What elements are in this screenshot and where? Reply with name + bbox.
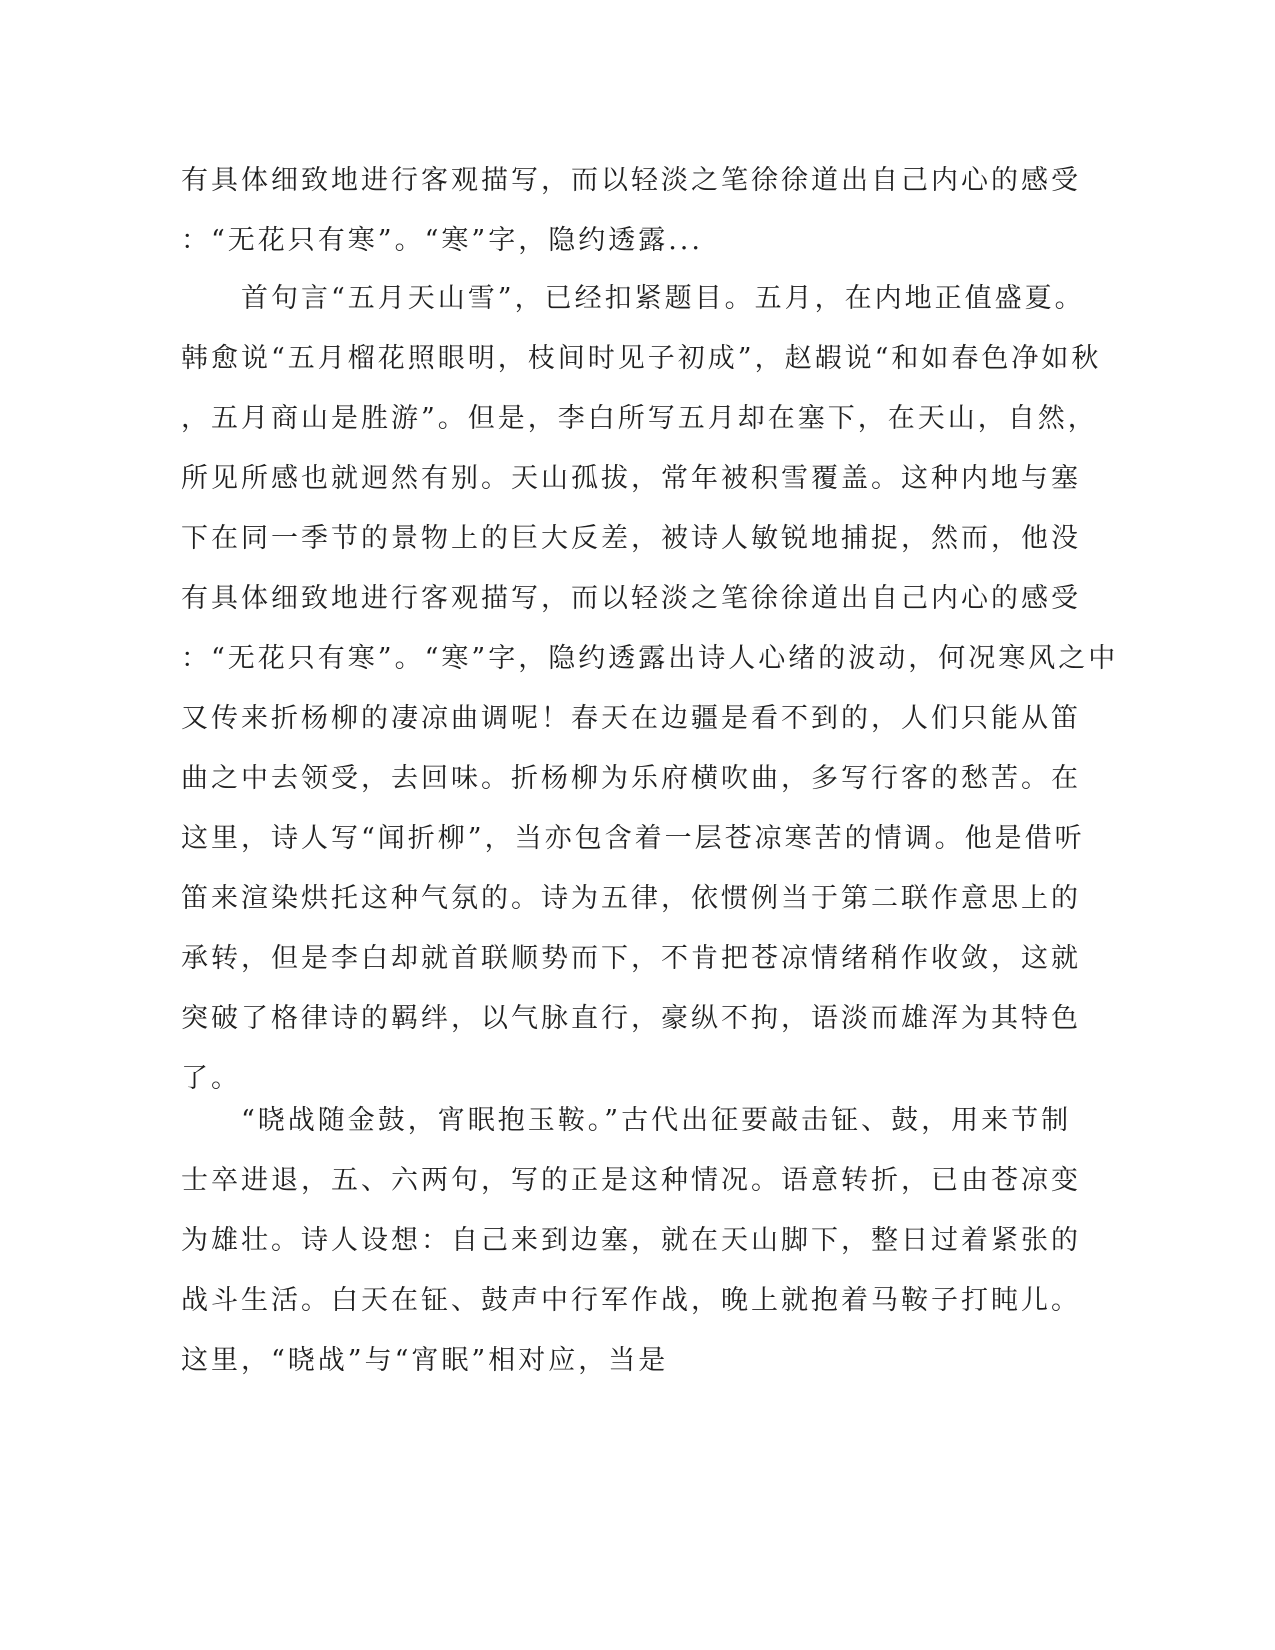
text-line: ，五月商山是胜游”。但是，李白所写五月却在塞下，在天山，自然，: [181, 403, 1098, 434]
text-line: 下在同一季节的景物上的巨大反差，被诗人敏锐地捕捉，然而，他没: [181, 523, 1081, 554]
text-line: ：“无花只有寒”。“寒”字，隐约透露...: [181, 225, 703, 256]
text-line: “晓战随金鼓，宵眠抱玉鞍。”古代出征要敲击钲、鼓，用来节制: [181, 1105, 1072, 1136]
text-line: 曲之中去领受，去回味。折杨柳为乐府横吹曲，多写行客的愁苦。在: [181, 763, 1081, 794]
text-line: 所见所感也就迥然有别。天山孤拔，常年被积雪覆盖。这种内地与塞: [181, 463, 1081, 494]
text-line: 有具体细致地进行客观描写，而以轻淡之笔徐徐道出自己内心的感受: [181, 165, 1081, 196]
paragraph: [181, 269, 1119, 1109]
text-line: 有具体细致地进行客观描写，而以轻淡之笔徐徐道出自己内心的感受: [181, 583, 1081, 614]
paragraph: [181, 1091, 1081, 1391]
text-line: 了。: [181, 1063, 241, 1094]
text-line: 突破了格律诗的羁绊，以气脉直行，豪纵不拘，语淡而雄浑为其特色: [181, 1003, 1081, 1034]
text-line: 这里，“晓战”与“宵眠”相对应，当是: [181, 1345, 669, 1376]
text-line: 首句言“五月天山雪”，已经扣紧题目。五月，在内地正值盛夏。: [181, 283, 1085, 314]
text-line: 承转，但是李白却就首联顺势而下，不肯把苍凉情绪稍作收敛，这就: [181, 943, 1081, 974]
paragraph-fragment: [181, 151, 1081, 271]
text-line: 为雄壮。诗人设想：自己来到边塞，就在天山脚下，整日过着紧张的: [181, 1225, 1081, 1256]
text-line: 韩愈说“五月榴花照眼明，枝间时见子初成”，赵嘏说“和如春色净如秋: [181, 343, 1102, 374]
text-line: 这里，诗人写“闻折柳”，当亦包含着一层苍凉寒苦的情调。他是借听: [181, 823, 1085, 854]
text-line: 士卒进退，五、六两句，写的正是这种情况。语意转折，已由苍凉变: [181, 1165, 1081, 1196]
text-line: 又传来折杨柳的凄凉曲调呢！春天在边疆是看不到的，人们只能从笛: [181, 703, 1081, 734]
text-line: 战斗生活。白天在钲、鼓声中行军作战，晚上就抱着马鞍子打盹儿。: [181, 1285, 1081, 1316]
text-line: ：“无花只有寒”。“寒”字，隐约透露出诗人心绪的波动，何况寒风之中: [181, 643, 1119, 674]
text-line: 笛来渲染烘托这种气氛的。诗为五律，依惯例当于第二联作意思上的: [181, 883, 1081, 914]
